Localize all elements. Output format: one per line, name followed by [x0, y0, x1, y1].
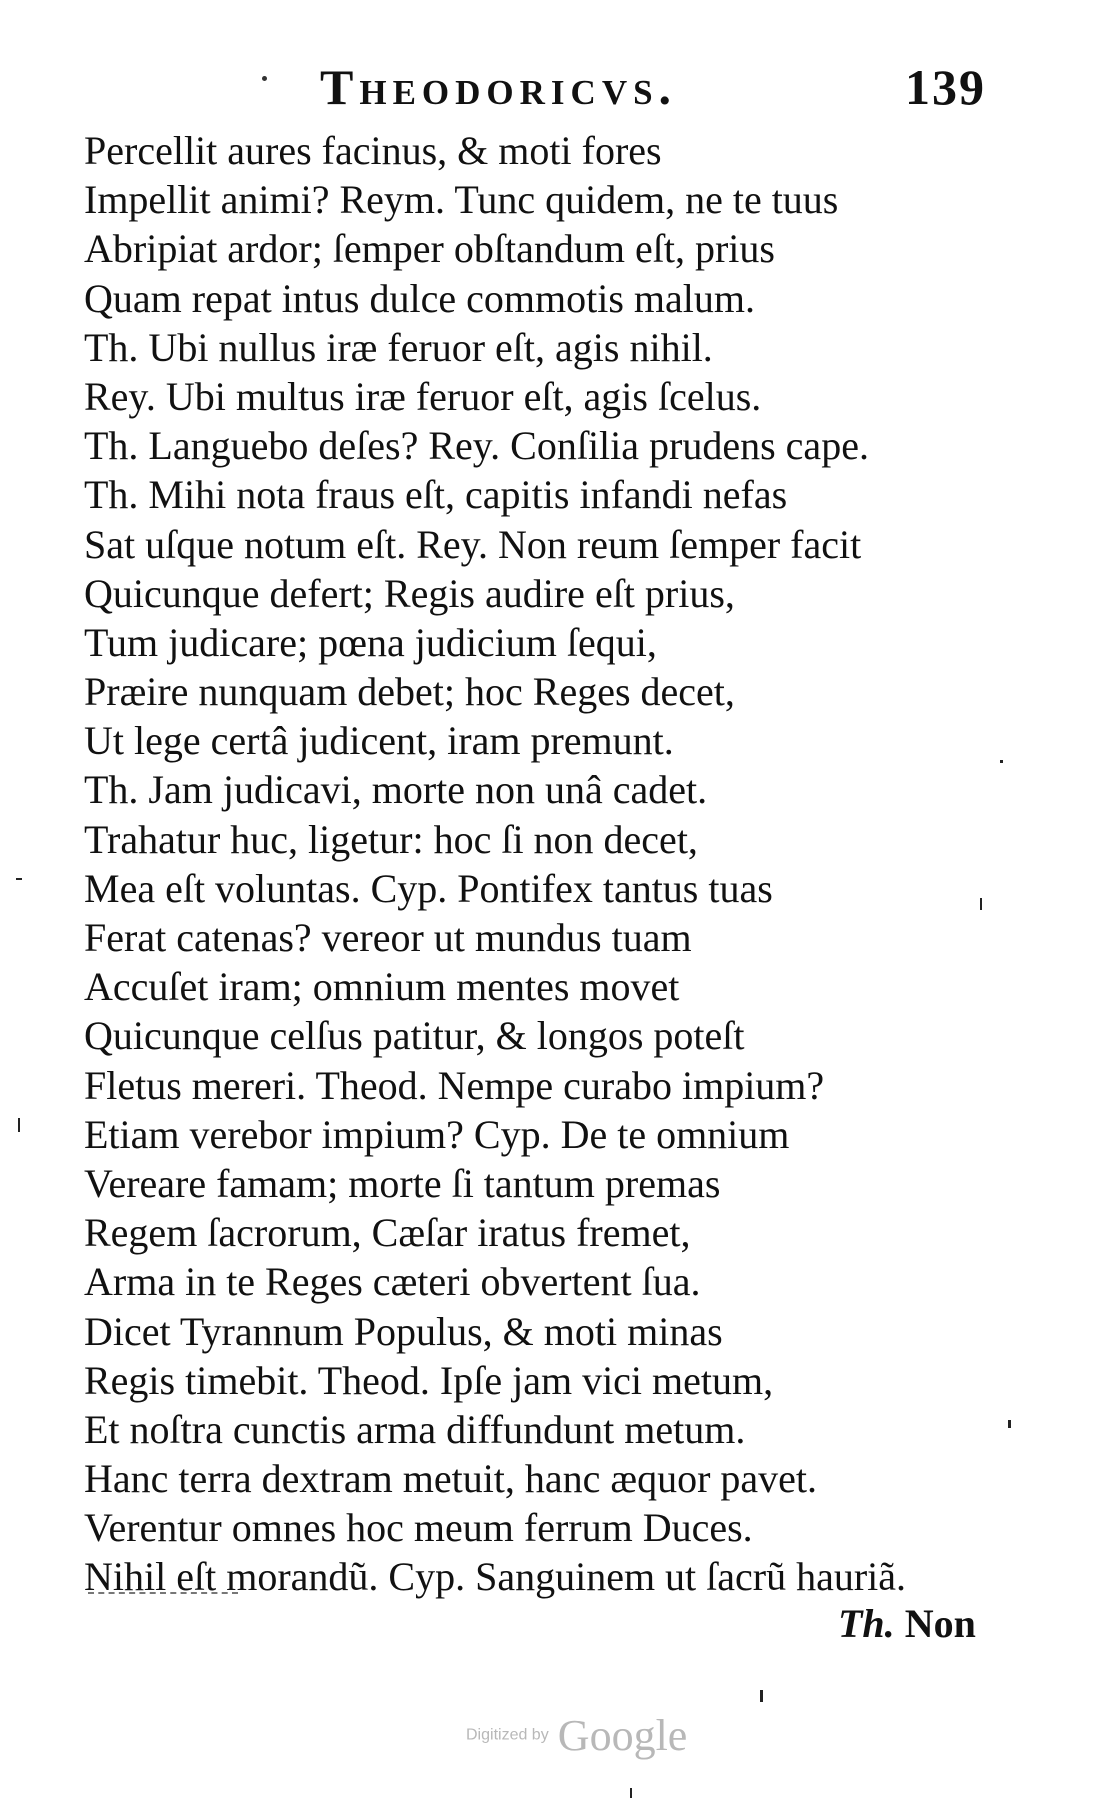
verse-line: Verentur omnes hoc meum ferrum Duces.: [84, 1505, 753, 1551]
verse-line: Et noſtra cunctis arma diffundunt metum.: [84, 1406, 746, 1452]
scan-speck: [16, 878, 22, 880]
scan-speck: [1000, 760, 1003, 763]
verse-line: Nihil eſt morandũ. Cyp. Sanguinem ut ſacrũ hauriã.: [84, 1554, 907, 1600]
catchword: [838, 1600, 976, 1647]
verse-line: Ferat catenas? vereor ut mundus tuam: [84, 915, 692, 960]
verse-line: Rey. Ubi multus iræ feruor eſt, agis ſcelus.: [84, 373, 762, 419]
verse-line: Th. Mihi nota fraus eſt, capitis infandi nefas: [84, 472, 788, 518]
scan-speck: [1008, 1420, 1011, 1428]
verse-line: Th. Languebo deſes? Rey. Conſilia prudens cape.: [84, 423, 869, 469]
scan-speck: [760, 1690, 763, 1702]
bottom-rule: [88, 1592, 238, 1594]
ornament-dot: [262, 76, 267, 81]
catchword-speaker: Th.: [838, 1601, 895, 1646]
verse-line: Hanc terra dextram metuit, hanc æquor pavet.: [84, 1456, 818, 1502]
verse-line: Arma in te Reges cæteri obvertent ſua.: [84, 1259, 701, 1305]
scan-speck: [980, 898, 982, 910]
verse-line: Tum judicare; pœna judicium ſequi,: [84, 619, 657, 665]
verse-line: Ut lege certâ judicent, iram premunt.: [84, 718, 674, 764]
watermark-prefix: Digitized by: [466, 1726, 549, 1744]
verse-line: Vereare famam; morte ſi tantum premas: [84, 1160, 721, 1206]
digitization-watermark: [466, 1710, 687, 1761]
verse-line: Quam repat intus dulce commotis malum.: [84, 275, 755, 321]
verse-line: Quicunque celſus patitur, & longos poteſt: [84, 1013, 745, 1059]
verse-line: Quicunque defert; Regis audire eſt prius,: [84, 570, 735, 616]
verse-line: Dicet Tyrannum Populus, & moti minas: [84, 1308, 723, 1354]
verse-line: Accuſet iram; omnium mentes movet: [84, 964, 680, 1010]
scan-speck: [18, 1118, 20, 1132]
verse-line: Fletus mereri. Theod. Nempe curabo impium?: [84, 1062, 825, 1108]
verse-text-block: [84, 126, 984, 1602]
verse-line: Etiam verebor impium? Cyp. De te omnium: [84, 1111, 790, 1157]
verse-line: Regis timebit. Theod. Ipſe jam vici metum,: [84, 1357, 774, 1403]
scan-speck: [630, 1788, 632, 1798]
verse-line: Impellit animi? Reym. Tunc quidem, ne te tuus: [84, 177, 839, 223]
catchword-word: Non: [904, 1601, 976, 1646]
page-number: 139: [905, 59, 986, 115]
verse-line: Percellit aures facinus, & moti fores: [84, 128, 662, 173]
verse-line: Sat uſque notum eſt. Rey. Non reum ſemper facit: [84, 521, 862, 567]
verse-line: Th. Ubi nullus iræ feruor eſt, agis nihil.: [84, 324, 713, 370]
verse-line: Abripiat ardor; ſemper obſtandum eſt, prius: [84, 226, 775, 272]
verse-line: Th. Jam judicavi, morte non unâ cadet.: [84, 767, 708, 813]
verse-line: Præire nunquam debet; hoc Reges decet,: [84, 669, 735, 715]
verse-line: Mea eſt voluntas. Cyp. Pontifex tantus tuas: [84, 865, 773, 911]
verse-line: Trahatur huc, ligetur: hoc ſi non decet,: [84, 816, 698, 862]
running-head: Theodoricvs.: [320, 59, 678, 115]
watermark-logo: Google: [557, 1711, 688, 1760]
verse-line: Regem ſacrorum, Cæſar iratus fremet,: [84, 1210, 691, 1256]
